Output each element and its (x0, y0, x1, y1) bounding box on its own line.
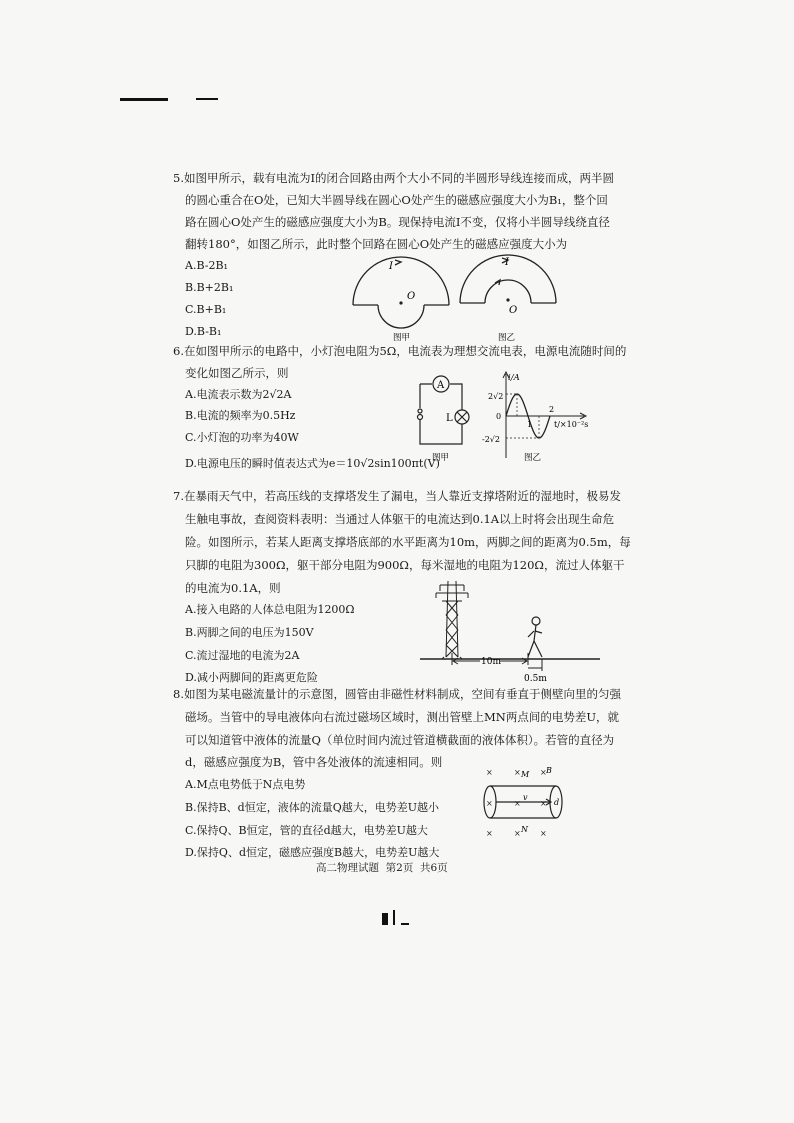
figure-b-center-dot (506, 298, 509, 301)
q6-option-b: B.电流的频率为0.5Hz (185, 409, 296, 422)
svg-text:×: × (540, 829, 547, 838)
q5-option-d: D.B-B₁ (185, 325, 222, 338)
chart-data-point (533, 431, 534, 432)
chart-data-point (517, 394, 518, 395)
q7-line: 生触电事故，查阅资料表明：当通过人体躯干的电流达到0.1A以上时将会出现生命危 (185, 512, 615, 526)
chart-data-point (539, 438, 540, 439)
figure-a-center-dot (399, 301, 402, 304)
q8-line: 可以知道管中液体的流量Q（单位时间内流过管道横截面的液体体积）。若管的直径为 (185, 733, 615, 747)
q8-flowmeter-figure (480, 762, 580, 842)
chart-ylabel: i/A (508, 373, 520, 383)
chart-data-point (506, 416, 507, 417)
scan-mark (120, 98, 168, 101)
q8-option-b: B.保持B、d恒定，液体的流量Q越大，电势差U越小 (185, 801, 439, 814)
q8-line: 磁场。当管中的导电液体向右流过磁场区域时，测出管壁上MN两点间的电势差U，就 (185, 710, 620, 724)
chart-ytick-zero: 0 (496, 412, 502, 421)
q6-ammeter-label: A (437, 380, 445, 391)
q7-option-a: A.接入电路的人体总电阻为1200Ω (185, 603, 355, 616)
q7-line: 的电流为0.1A，则 (185, 581, 281, 595)
q7-option-b: B.两脚之间的电压为150V (185, 626, 314, 639)
label-N: N (521, 825, 528, 834)
svg-text:×: × (486, 829, 493, 838)
q8-line: d，磁感应强度为B，管中各处液体的流速相同。则 (185, 755, 443, 769)
q6-caption-a: 图甲 (432, 453, 450, 463)
chart-data-point (511, 400, 512, 401)
pipe-icon (484, 786, 562, 818)
person-icon (528, 617, 542, 657)
svg-text:×: × (540, 799, 547, 808)
q7-line: 险。如图所示，若某人距离支撑塔底部的水平距离为10m，两脚之间的距离为0.5m，每 (185, 535, 631, 549)
q6-option-a: A.电流表示数为2√2A (185, 388, 292, 401)
q5-line: 翻转180°，如图乙所示，此时整个回路在圆心O处产生的磁感应强度大小为 (185, 237, 568, 251)
chart-ytick-bottom: -2√2 (482, 435, 500, 444)
q7-line: 7.在暴雨天气中，若高压线的支撑塔发生了漏电，当人靠近支撑塔附近的湿地时，极易发 (173, 489, 621, 503)
scan-mark (393, 910, 395, 925)
q6-option-c: C.小灯泡的功率为40W (185, 431, 299, 444)
q6-caption-b: 图乙 (524, 453, 542, 463)
chart-data-point (528, 416, 529, 417)
q5-line: 5.如图甲所示，载有电流为I的闭合回路由两个大小不同的半圆形导线连接而成，两半圆 (173, 171, 615, 185)
q6-line: 变化如图乙所示，则 (185, 366, 289, 380)
svg-text:×: × (486, 768, 493, 777)
svg-text:×: × (540, 768, 547, 777)
label-d: d (554, 798, 560, 807)
magnetic-field-crosses (486, 768, 547, 838)
distance-label: 10m (481, 657, 501, 667)
tower-icon (436, 581, 468, 659)
scan-mark (401, 923, 409, 925)
figure-b-current-label: I (505, 257, 509, 268)
q5-option-b: B.B+2B₁ (185, 281, 234, 294)
q5-line: 的圆心重合在O处，已知大半圆导线在圆心O处产生的磁感应强度大小为B₁，整个回 (185, 193, 608, 207)
chart-xlabel: t/×10⁻²s (554, 420, 589, 429)
figure-b-caption: 图乙 (498, 333, 516, 343)
page-footer: 高二物理试题 第2页 共6页 (316, 862, 448, 874)
q7-option-c: C.流过湿地的电流为2A (185, 649, 300, 662)
q6-line: 6.在如图甲所示的电路中，小灯泡电阻为5Ω，电流表为理想交流电表，电源电流随时间的 (173, 344, 627, 358)
chart-data-point (522, 400, 523, 401)
scan-mark (196, 98, 218, 100)
q5-option-c: C.B+B₁ (185, 303, 227, 316)
q6-circuit (412, 372, 492, 464)
q7-line: 只脚的电阻为300Ω，躯干部分电阻为900Ω，每米湿地的电阻为120Ω，流过人体躯干 (185, 558, 625, 572)
feet-label: 0.5m (524, 674, 547, 684)
q6-lamp-label: L (446, 413, 453, 424)
chart-xtick-2: 2 (549, 405, 555, 414)
label-M: M (521, 770, 530, 779)
label-v: v (523, 793, 528, 802)
q6-option-d: D.电源电压的瞬时值表达式为e＝10√2sin100πt(V) (185, 457, 440, 470)
chart-xtick-1: 1 (527, 420, 533, 429)
svg-text:×: × (514, 799, 521, 808)
svg-text:×: × (514, 829, 521, 838)
figure-a-center-label: O (407, 291, 416, 302)
chart-ytick-top: 2√2 (488, 392, 504, 401)
scan-mark (382, 913, 388, 925)
figure-a-current-label: I (389, 261, 393, 272)
svg-text:×: × (486, 799, 493, 808)
chart-data-point (544, 431, 545, 432)
q8-option-d: D.保持Q、d恒定，磁感应强度B越大，电势差U越大 (185, 846, 440, 859)
q8-line: 8.如图为某电磁流量计的示意图，圆管由非磁性材料制成，空间有垂直于侧壁向里的匀强 (173, 687, 621, 701)
label-B: B (546, 766, 552, 775)
q5-option-a: A.B-2B₁ (185, 259, 228, 272)
q5-line: 路在圆心O处产生的磁感应强度大小为B。现保持电流I不变，仅将小半圆导线绕直径 (185, 215, 610, 229)
svg-text:×: × (514, 768, 521, 777)
q8-option-c: C.保持Q、B恒定，管的直径d越大，电势差U越大 (185, 824, 428, 837)
q7-option-d: D.减小两脚间的距离更危险 (185, 671, 318, 684)
figure-a-caption: 图甲 (393, 333, 411, 343)
q7-figure (420, 575, 600, 685)
feet-dimension (528, 659, 542, 671)
q8-option-a: A.M点电势低于N点电势 (185, 778, 306, 791)
figure-a-loop (353, 257, 449, 328)
chart-data-point (550, 416, 551, 417)
figure-b-center-label: O (509, 305, 518, 316)
q5-figure (345, 243, 565, 343)
q6-current-chart (482, 368, 604, 464)
